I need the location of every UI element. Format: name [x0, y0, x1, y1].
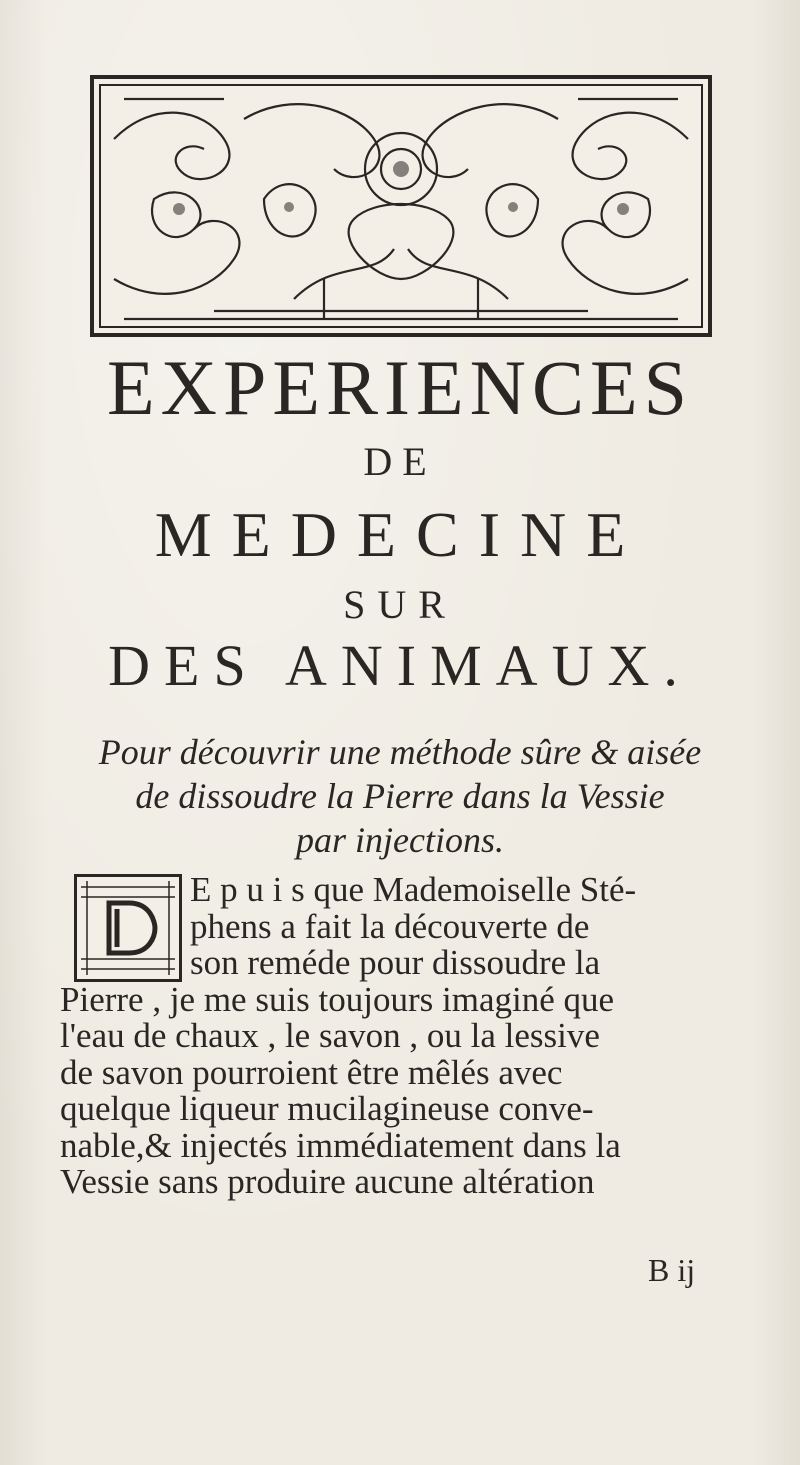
title-medecine: MEDECINE [154, 499, 646, 570]
body-line: phens a fait la découverte de [190, 906, 590, 946]
floral-ornament-icon [94, 79, 708, 333]
ornamental-headpiece [90, 75, 712, 337]
subtitle-line: de dissoudre la Pierre dans la Vessie [135, 776, 665, 816]
title-sur: SUR [343, 582, 457, 627]
body-paragraph [60, 872, 750, 1201]
body-line: l'eau de chaux , le savon , ou la lessive [60, 1016, 600, 1055]
body-line: Vessie sans produire aucune altération [60, 1162, 595, 1201]
subtitle-line: Pour découvrir une méthode sûre & aisée [98, 732, 702, 772]
body-line: quelque liqueur mucilagineuse conve- [60, 1089, 594, 1128]
body-line: nable,& injectés immédiatement dans la [60, 1125, 621, 1165]
signature-mark: B ij [648, 1252, 696, 1288]
subtitle [0, 730, 800, 862]
title-de: DE [363, 439, 437, 484]
title-experiences: EXPERIENCES [106, 344, 694, 431]
body-line: E p u i s que Mademoiselle Sté- [190, 870, 637, 909]
title-des-animaux: DES ANIMAUX. [108, 633, 692, 698]
subtitle-line: par injections. [296, 820, 504, 860]
body-line: Pierre , je me suis toujours imaginé que [60, 979, 615, 1019]
body-line: de savon pourroient être mêlés avec [60, 1052, 563, 1092]
body-line: son reméde pour dissoudre la [190, 943, 601, 982]
